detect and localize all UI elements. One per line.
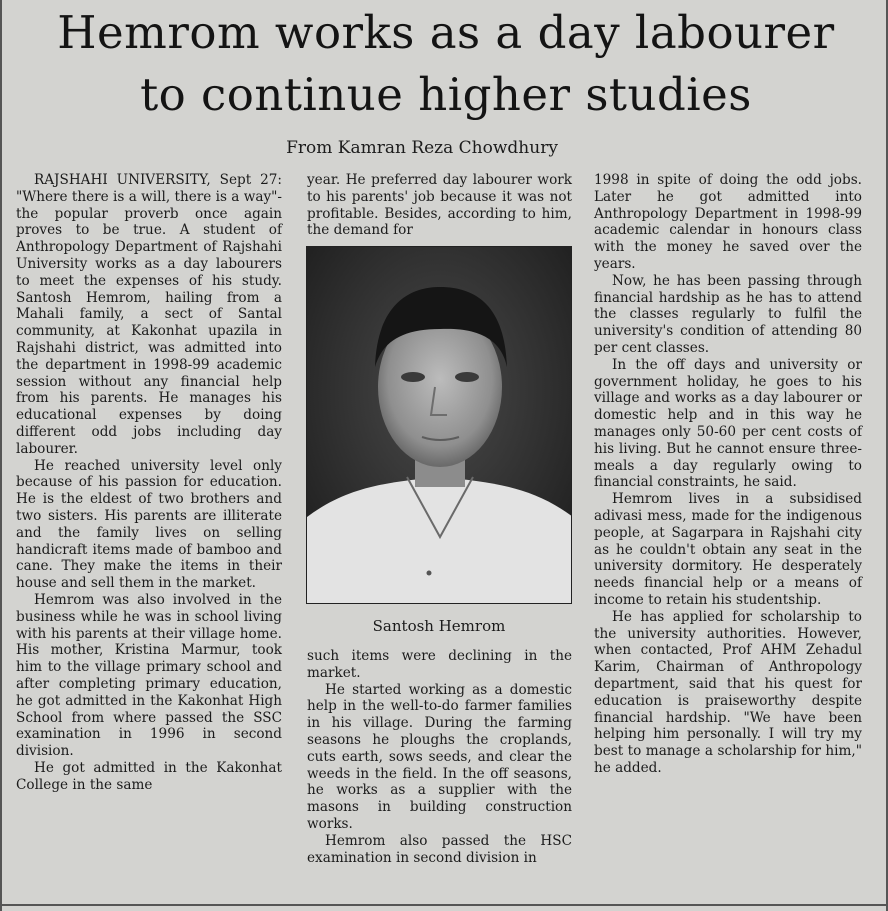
paragraph: year. He preferred day labourer work to his parents' job because it was not profitable. Besides, according to him, the demand for	[307, 172, 572, 239]
paragraph: He got admitted in the Kakonhat College in the same	[16, 759, 282, 793]
headline	[2, 2, 888, 126]
paragraph: Hemrom also passed the HSC examination in second division in	[307, 832, 572, 866]
bottom-rule	[2, 904, 888, 906]
article-column-2-bottom	[307, 648, 572, 866]
article-column-3	[594, 172, 862, 777]
headline-line-2: to continue higher studies	[140, 68, 752, 121]
paragraph: 1998 in spite of doing the odd jobs. Later he got admitted into Anthropology Department in 1998-99 academic calendar in honours class with the money he saved over the years.	[594, 172, 862, 272]
portrait-photo	[306, 246, 572, 604]
article-column-1	[16, 172, 282, 793]
byline: From Kamran Reza Chowdhury	[286, 138, 558, 158]
paragraph: He reached university level only because of his passion for education. He is the eldest of two brothers and two sisters. His parents are illiterate and the family lives on selling handicraft items made of bamboo and cane. They make the items in their house and sell them in the market.	[16, 457, 282, 592]
paragraph: such items were declining in the market.	[307, 648, 572, 681]
paragraph: In the off days and university or government holiday, he goes to his village and works as a day labourer or domestic help and in this way he manages only 50-60 per cent costs of his living. But he cannot ensure three-meals a day regularly owing to financial constraints, he said.	[594, 356, 862, 491]
portrait-image	[307, 247, 572, 604]
paragraph: Now, he has been passing through financial hardship as he has to attend the classes regularly to fulfil the university's condition of attending 80 per cent classes.	[594, 272, 862, 356]
paragraph: He has applied for scholarship to the university authorities. However, when contacted, Prof AHM Zehadul Karim, Chairman of Anthropology department, said that his quest for education is praiseworthy despite financial hardship. "We have been helping him personally. I will try my best to manage a scholarship for him," he added.	[594, 608, 862, 776]
photo-caption: Santosh Hemrom	[372, 617, 506, 635]
headline-line-1: Hemrom works as a day labourer	[57, 6, 835, 59]
paragraph: Hemrom was also involved in the business while he was in school living with his parents at their village home. His mother, Kristina Marmur, took him to the village primary school and after completing primary education, he got admitted in the Kakonhat High School from where passed the SSC examination in 1996 in second division.	[16, 591, 282, 760]
paragraph: Hemrom lives in a subsidised adivasi mess, made for the indigenous people, at Sagarpara in Rajshahi city as he couldn't obtain any seat in the university dormitory. He desperately needs financial help or a means of income to retain his studentship.	[594, 491, 862, 608]
article-column-2-top	[307, 172, 572, 239]
paragraph: He started working as a domestic help in the well-to-do farmer families in his village. During the farming seasons he ploughs the croplands, cuts earth, sows seeds, and clear the weeds in the field. In the off seasons, he works as a supplier with the masons in building construction works.	[307, 681, 572, 832]
paragraph: RAJSHAHI UNIVERSITY, Sept 27: "Where there is a will, there is a way"- the popular proverb once again proves to be true. A student of Anthropology Department of Rajshahi University works as a day labourers to meet the expenses of his study. Santosh Hemrom, hailing from a Mahali family, a sect of Santal community, at Kakonhat upazila in Rajshahi district, was admitted into the department in 1998-99 academic session without any financial help from his parents. He manages his educational expenses by doing different odd jobs including day labourer.	[16, 172, 282, 457]
